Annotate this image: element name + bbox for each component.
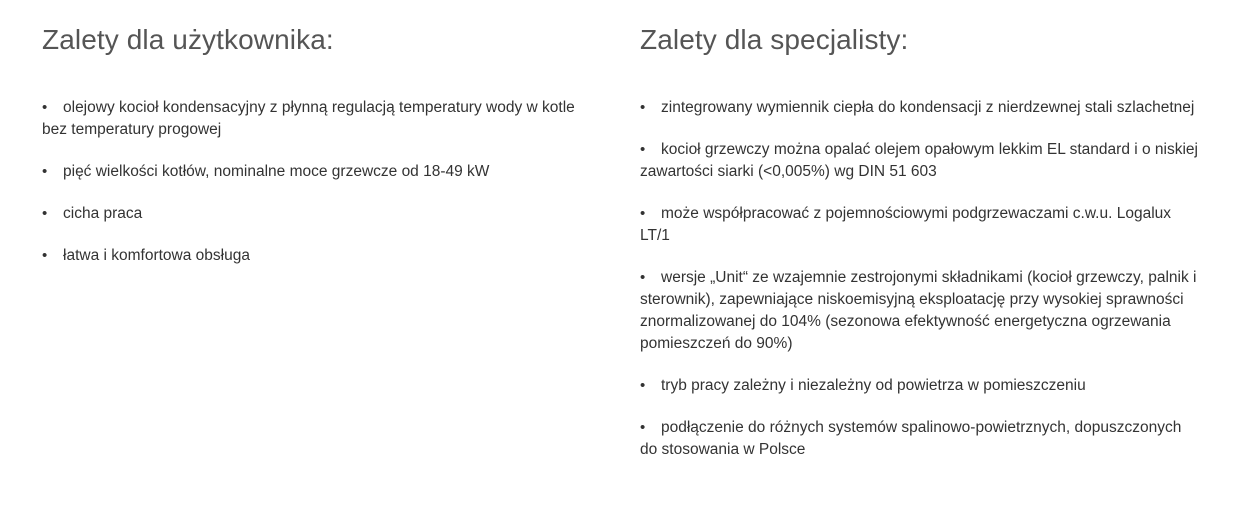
list-item [42,203,602,225]
list-item-text: kocioł grzewczy można opalać olejem opałowym lekkim EL standard i o niskiej zawartości siarki (<0,005%) wg DIN 51 603 [640,141,1198,180]
list-item-text: tryb pracy zależny i niezależny od powietrza w pomieszczeniu [661,377,1086,394]
list-item [640,203,1200,247]
list-item [640,267,1200,355]
list-item-text: cicha praca [63,205,143,222]
list-item-text: podłączenie do różnych systemów spalinowo-powietrznych, dopuszczonych do stosowania w Polsce [640,419,1182,458]
user-advantages-heading: Zalety dla użytkownika: [42,24,334,55]
user-advantages-list [42,97,602,287]
specialist-advantages-heading: Zalety dla specjalisty: [640,24,909,55]
list-item [640,375,1200,397]
bullet-icon: • [640,141,646,158]
list-item [42,161,602,183]
bullet-icon: • [640,419,646,436]
list-item [42,245,602,267]
list-item [42,97,602,141]
specialist-advantages-list [640,97,1200,481]
list-item [640,139,1200,183]
bullet-icon: • [640,99,646,116]
bullet-icon: • [42,163,48,180]
list-item-text: może współpracować z pojemnościowymi podgrzewaczami c.w.u. Logalux LT/1 [640,205,1172,244]
list-item-text: wersje „Unit“ ze wzajemnie zestrojonymi składnikami (kocioł grzewczy, palnik i sterownik), zapewniające niskoemisyjną eksploatację przy wysokiej sprawności znormalizowanej do 104% (sezonowa efektywność energetyczna ogrzewania pomieszczeń do 90%) [640,269,1197,352]
list-item-text: zintegrowany wymiennik ciepła do kondensacji z nierdzewnej stali szlachetnej [661,99,1195,116]
bullet-icon: • [42,205,48,222]
bullet-icon: • [640,377,646,394]
list-item [640,97,1200,119]
bullet-icon: • [42,99,48,116]
list-item-text: olejowy kocioł kondensacyjny z płynną regulacją temperatury wody w kotle bez temperatury progowej [42,99,575,138]
bullet-icon: • [42,247,48,264]
bullet-icon: • [640,269,646,286]
list-item [640,417,1200,461]
list-item-text: łatwa i komfortowa obsługa [63,247,250,264]
list-item-text: pięć wielkości kotłów, nominalne moce grzewcze od 18-49 kW [63,163,490,180]
bullet-icon: • [640,205,646,222]
